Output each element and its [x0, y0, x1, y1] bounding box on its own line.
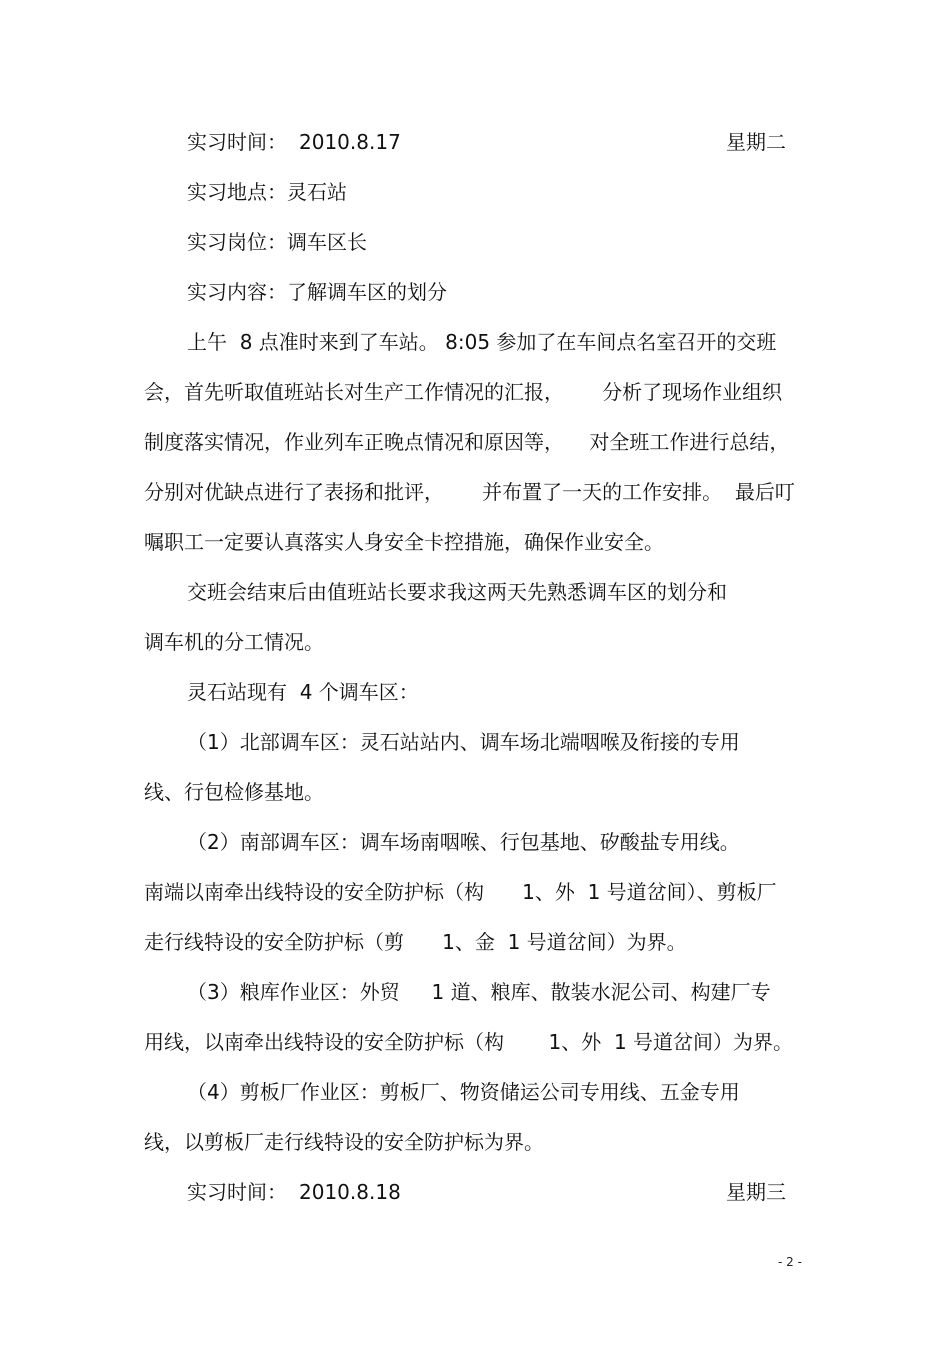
text-line: 会，首先听取值班站长对生产工作情况的汇报， 分析了现场作业组织 [144, 380, 783, 404]
practice-post: 实习岗位：调车区长 [187, 230, 367, 254]
text-line: 制度落实情况，作业列车正晚点情况和原因等， 对全班工作进行总结， [144, 430, 790, 454]
text-line: 分别对优缺点进行了表扬和批评， 并布置了一天的工作安排。 最后叮 [144, 480, 795, 504]
next-practice-time-label: 实习时间： [187, 1180, 287, 1204]
text-line: 调车机的分工情况。 [144, 630, 324, 654]
text-line: 用线，以南牵出线特设的安全防护标（构 1、外 1 号道岔间）为界。 [144, 1030, 794, 1054]
text-line: （2）南部调车区：调车场南咽喉、行包基地、矽酸盐专用线。 [187, 830, 740, 854]
text-line: （1）北部调车区：灵石站站内、调车场北端咽喉及衔接的专用 [187, 730, 740, 754]
text-line: （3）粮库作业区：外贸 1 道、粮库、散装水泥公司、构建厂专 [187, 980, 771, 1004]
text-line: 交班会结束后由值班站长要求我这两天先熟悉调车区的划分和 [187, 580, 727, 604]
practice-time-value: 2010.8.17 [299, 130, 401, 154]
text-line: 线，以剪板厂走行线特设的安全防护标为界。 [144, 1130, 544, 1154]
practice-place: 实习地点：灵石站 [187, 180, 347, 204]
page-number: - 2 - [778, 1255, 802, 1269]
practice-content: 实习内容：了解调车区的划分 [187, 280, 447, 304]
text-line: 走行线特设的安全防护标（剪 1、金 1 号道岔间）为界。 [144, 930, 687, 954]
practice-time-label: 实习时间： [187, 130, 287, 154]
text-line: 上午 8 点准时来到了车站。 8:05 参加了在车间点名室召开的交班 [187, 330, 777, 354]
next-practice-weekday: 星期三 [726, 1180, 786, 1204]
text-line: 线、行包检修基地。 [144, 780, 324, 804]
text-line: （4）剪板厂作业区：剪板厂、物资储运公司专用线、五金专用 [187, 1080, 740, 1104]
paragraph-zone-count: 灵石站现有 4 个调车区： [187, 680, 419, 704]
next-practice-time-value: 2010.8.18 [299, 1180, 401, 1204]
text-line: 南端以南牵出线特设的安全防护标（构 1、外 1 号道岔间）、剪板厂 [144, 880, 777, 904]
practice-weekday: 星期二 [726, 130, 786, 154]
text-line: 嘱职工一定要认真落实人身安全卡控措施，确保作业安全。 [144, 530, 664, 554]
